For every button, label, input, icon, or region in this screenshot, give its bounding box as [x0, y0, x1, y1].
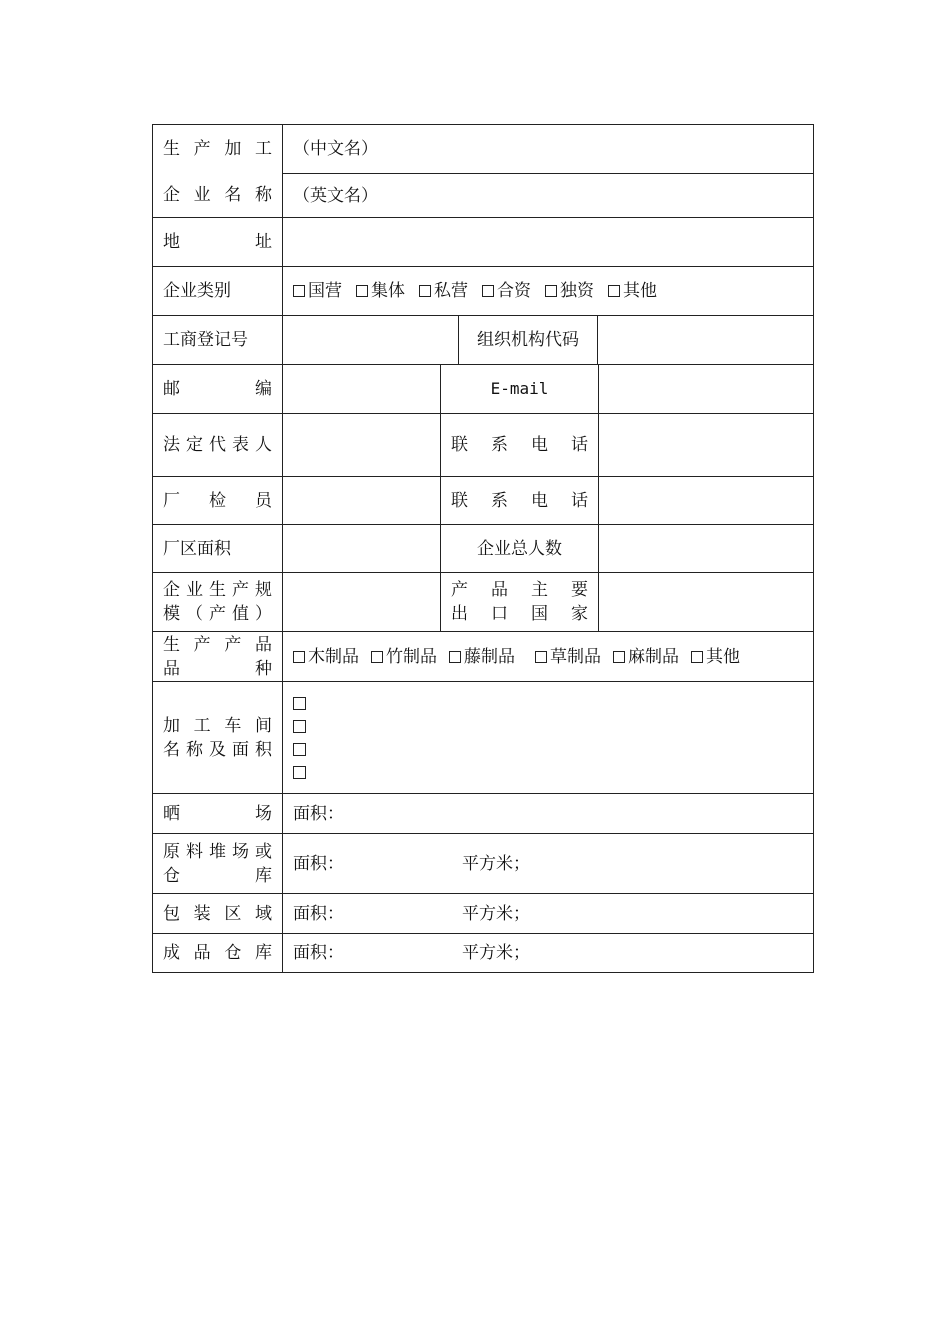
legal-rep-label [152, 413, 283, 477]
char: 品 [193, 943, 211, 963]
sqm-suffix: 平方米； [462, 943, 530, 963]
export-field[interactable] [598, 572, 814, 632]
inspector-label [152, 476, 283, 525]
char: 品 [491, 580, 508, 600]
inspector-field[interactable] [282, 476, 441, 525]
char: 业 [186, 580, 203, 600]
checkbox-icon[interactable] [608, 285, 620, 297]
category-option-sole[interactable] [545, 279, 594, 303]
char: 要 [571, 580, 588, 600]
char: 厂 [163, 490, 180, 511]
char: 堆 [209, 841, 226, 862]
char: 联 [451, 490, 468, 511]
char: 品 [254, 634, 272, 655]
char: 积 [255, 739, 272, 760]
char: 话 [571, 435, 588, 455]
biz-reg-label [152, 315, 283, 365]
char: 加 [163, 715, 180, 736]
char: 规 [255, 580, 272, 600]
checkbox-icon[interactable] [293, 285, 305, 297]
char: 编 [255, 379, 272, 399]
char: 产 [224, 634, 242, 655]
product-option-grass[interactable] [535, 645, 601, 669]
char: 产 [232, 580, 249, 600]
option-label: 木制品 [308, 646, 359, 667]
product-option-hemp[interactable] [613, 645, 679, 669]
char: 模 [163, 604, 180, 624]
category-label-text: 企业类别 [163, 281, 231, 301]
char: 名 [224, 185, 242, 205]
email-label-text: E-mail [490, 379, 549, 398]
total-staff-label [440, 524, 599, 573]
total-staff-label-text: 企业总人数 [477, 538, 562, 559]
char: 产 [209, 604, 226, 624]
char: 装 [193, 903, 211, 924]
char: 国 [531, 604, 548, 624]
char: 生 [209, 580, 226, 600]
char: 间 [254, 715, 272, 736]
product-label [152, 631, 283, 682]
category-option-other[interactable] [608, 279, 657, 303]
packaging-area-field[interactable] [282, 893, 814, 934]
char: 产 [193, 634, 211, 655]
option-label: 其他 [623, 281, 657, 301]
char: 原 [163, 841, 180, 862]
email-label [440, 364, 599, 414]
char: 产 [193, 139, 211, 159]
address-label [152, 217, 283, 267]
char: 域 [254, 903, 272, 924]
char: 系 [491, 435, 508, 455]
char: 晒 [163, 803, 180, 824]
checkbox-icon[interactable] [535, 651, 547, 663]
sqm-suffix: 平方米； [462, 853, 530, 874]
char: 及 [209, 739, 226, 760]
char: 话 [571, 490, 588, 511]
checkbox-icon[interactable] [371, 651, 383, 663]
name-label-line2-cell [152, 173, 283, 218]
raw-material-label [152, 833, 283, 894]
product-options [282, 631, 814, 682]
char: 法 [163, 435, 180, 455]
char: 加 [224, 139, 242, 159]
checkbox-icon[interactable] [449, 651, 461, 663]
factory-area-field[interactable] [282, 524, 441, 573]
char: 区 [224, 903, 242, 924]
char: （ [186, 604, 203, 624]
category-option-joint[interactable] [482, 279, 531, 303]
name-label-line2 [163, 183, 272, 207]
checkbox-icon[interactable] [613, 651, 625, 663]
char: 主 [531, 580, 548, 600]
biz-reg-field[interactable] [282, 315, 459, 365]
char: 代 [209, 435, 226, 455]
name-cn-placeholder: （中文名） [293, 139, 378, 159]
sqm-suffix: 平方米； [462, 903, 530, 924]
char: 业 [193, 185, 211, 205]
char: 检 [209, 490, 226, 511]
option-label: 麻制品 [628, 646, 679, 667]
option-label: 其他 [706, 646, 740, 667]
contact-phone-field-2[interactable] [598, 476, 814, 525]
char: 生 [163, 634, 180, 655]
category-options [282, 266, 814, 316]
char: 电 [531, 435, 548, 455]
char: 仓 [163, 865, 180, 886]
checkbox-icon[interactable] [691, 651, 703, 663]
contact-phone-field[interactable] [598, 413, 814, 477]
checkbox-icon[interactable] [482, 285, 494, 297]
char: 员 [255, 490, 272, 511]
scale-label [152, 572, 283, 632]
char: 生 [163, 139, 180, 159]
category-option-collective[interactable] [356, 279, 405, 303]
checkbox-icon[interactable] [293, 651, 305, 663]
char: 产 [451, 580, 468, 600]
char: 口 [491, 604, 508, 624]
char: 企 [163, 580, 180, 600]
option-label: 藤制品 [464, 646, 515, 667]
category-option-state[interactable] [293, 279, 342, 303]
char: 电 [531, 490, 548, 511]
registration-form [152, 124, 814, 973]
name-en-field[interactable] [282, 173, 814, 218]
char: 工 [254, 139, 272, 159]
option-label: 国营 [308, 281, 342, 301]
char: 面 [232, 739, 249, 760]
name-label-line1-cell [152, 124, 283, 173]
char: 种 [255, 658, 272, 679]
char: 值 [232, 604, 249, 624]
char: 场 [255, 803, 272, 824]
drying-area-field[interactable] [282, 793, 814, 834]
drying-label [152, 793, 283, 834]
contact-phone-label [440, 413, 599, 477]
area-prefix: 面积： [293, 853, 344, 874]
product-option-bamboo[interactable] [371, 645, 437, 669]
option-label: 草制品 [550, 646, 601, 667]
char: 车 [224, 715, 242, 736]
char: 地 [163, 232, 180, 252]
name-en-placeholder: （英文名） [293, 185, 378, 206]
packaging-label [152, 893, 283, 934]
char: 联 [451, 435, 468, 455]
total-staff-field[interactable] [598, 524, 814, 573]
char: 品 [163, 658, 180, 679]
char: 系 [491, 490, 508, 511]
char: 包 [163, 903, 180, 924]
postcode-label [152, 364, 283, 414]
finished-label [152, 933, 283, 973]
char: 称 [186, 739, 203, 760]
char: 企 [163, 185, 180, 205]
org-code-label-text: 组织机构代码 [477, 330, 579, 350]
checkbox-icon[interactable] [293, 743, 306, 756]
area-prefix: 面积： [293, 943, 344, 963]
name-cn-field[interactable] [282, 124, 814, 174]
char: 名 [163, 739, 180, 760]
email-field[interactable] [598, 364, 814, 414]
product-option-other[interactable] [691, 645, 740, 669]
factory-area-label [152, 524, 283, 573]
checkbox-icon[interactable] [545, 285, 557, 297]
option-label: 竹制品 [386, 646, 437, 667]
char: ） [255, 604, 272, 624]
contact-phone-label-2 [440, 476, 599, 525]
workshop-label [152, 681, 283, 794]
org-code-field[interactable] [597, 315, 814, 365]
category-option-private[interactable] [419, 279, 468, 303]
char: 人 [255, 435, 272, 455]
option-label: 集体 [371, 281, 405, 301]
char: 库 [255, 865, 272, 886]
checkbox-icon[interactable] [293, 697, 306, 710]
char: 址 [255, 232, 272, 252]
org-code-label [458, 315, 598, 365]
raw-material-area-field[interactable] [282, 833, 814, 894]
char: 场 [232, 841, 249, 862]
char: 工 [193, 715, 211, 736]
biz-reg-label-text: 工商登记号 [163, 330, 248, 350]
export-label [440, 572, 599, 632]
checkbox-icon[interactable] [356, 285, 368, 297]
name-label-line1 [163, 137, 272, 161]
option-label: 合资 [497, 281, 531, 301]
checkbox-icon[interactable] [293, 766, 306, 779]
char: 邮 [163, 379, 180, 399]
address-field[interactable] [282, 217, 814, 267]
legal-rep-field[interactable] [282, 413, 441, 477]
postcode-field[interactable] [282, 364, 441, 414]
area-prefix: 面积： [293, 903, 344, 924]
option-label: 私营 [434, 281, 468, 301]
checkbox-icon[interactable] [293, 720, 306, 733]
checkbox-icon[interactable] [419, 285, 431, 297]
char: 或 [255, 841, 272, 862]
area-prefix: 面积： [293, 803, 344, 824]
char: 定 [186, 435, 203, 455]
char: 成 [163, 943, 180, 963]
char: 表 [232, 435, 249, 455]
product-option-wood[interactable] [293, 645, 359, 669]
char: 出 [451, 604, 468, 624]
factory-area-label-text: 厂区面积 [163, 538, 231, 559]
scale-field[interactable] [282, 572, 441, 632]
workshop-field [282, 681, 814, 794]
char: 家 [571, 604, 588, 624]
finished-area-field[interactable] [282, 933, 814, 973]
char: 称 [254, 185, 272, 205]
char: 仓 [224, 943, 242, 963]
product-option-rattan[interactable] [449, 645, 515, 669]
option-label: 独资 [560, 281, 594, 301]
char: 料 [186, 841, 203, 862]
char: 库 [254, 943, 272, 963]
category-label [152, 266, 283, 316]
